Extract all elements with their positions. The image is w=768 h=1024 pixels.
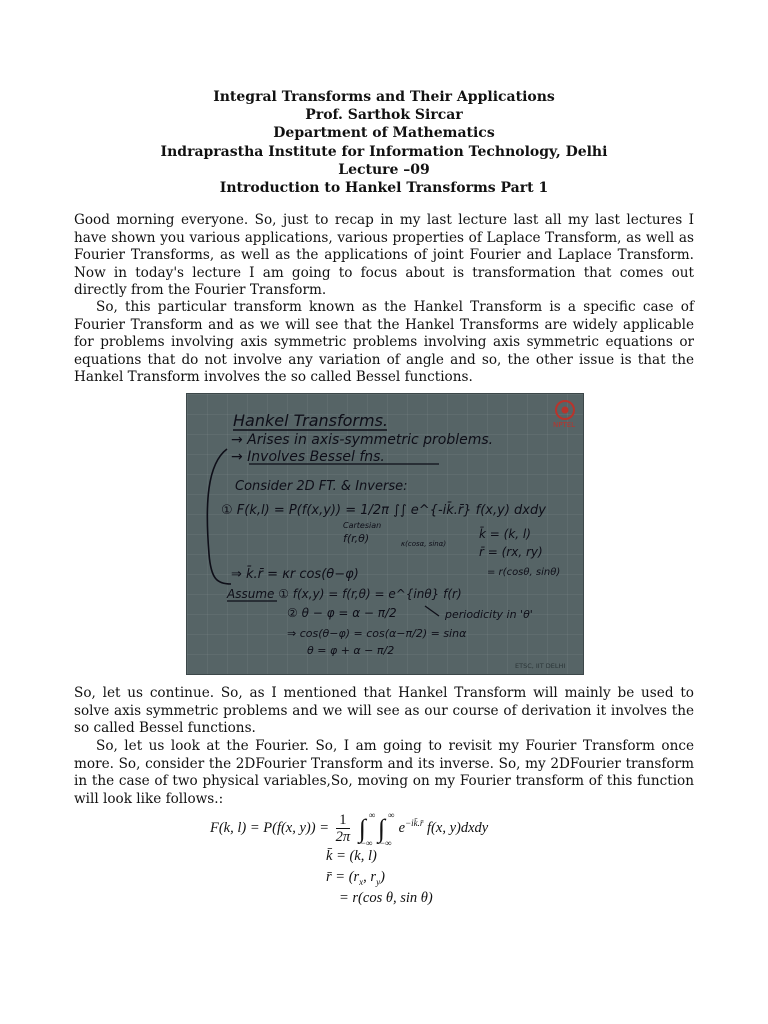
document-header xyxy=(0,88,768,197)
board-line-axis-symmetric: → Arises in axis-symmetric problems. xyxy=(231,432,494,448)
paragraph-intro: Good morning everyone. So, just to recap in my last lecture last all my last lectures I have shown you various applications, various properties of Laplace Transform, as well as Fourier Transforms, as well as the applications of joint Fourier and Laplace Transform. Now in today's lecture I am going to focus about is transformation that comes out directly from the Fourier Transform. xyxy=(74,212,694,299)
equation-lhs: F(k, l) = P(f(x, y)) = xyxy=(210,819,329,836)
board-cos-relation: ⇒ cos(θ−φ) = cos(α−π/2) = sinα xyxy=(287,627,467,640)
fourier-transform-equation xyxy=(210,809,489,848)
board-assume-1: Assume ① f(x,y) = f(r,θ) = e^{inθ} f(r) xyxy=(227,587,462,601)
paragraph-hankel: So, this particular transform known as the Hankel Transform is a specific case of Fourier Transform and as we will see that the Hankel Transforms are widely applicable for problems involving axis symmetric problems involving axis symmetric equations or equations that do not involve any variation of angle and so, the other issue is that the Hankel Transform involves the so called Bessel functions. xyxy=(74,299,694,386)
professor-name: Prof. Sarthok Sircar xyxy=(305,107,463,124)
paragraph-continue: So, let us continue. So, as I mentioned that Hankel Transform will mainly be used to solve axis symmetric problems and we will see as our course of derivation it involves the so called Bessel functions. xyxy=(74,685,694,737)
lecture-topic: Introduction to Hankel Transforms Part 1 xyxy=(219,180,549,197)
board-consider: Consider 2D FT. & Inverse: xyxy=(235,479,408,494)
board-assume-2: ② θ − φ = α − π/2 xyxy=(287,606,397,620)
equation-rest: f(x, y)dxdy xyxy=(427,819,489,836)
paragraph-fourier: So, let us look at the Fourier. So, I am going to revisit my Fourier Transform once more. So, consider the 2DFourier Transform and its inverse. So, my 2DFourier transform in the case of two physical variables,So, moving on my Fourier transform of this function will look like follows.: xyxy=(74,738,694,807)
lecture-number: Lecture –09 xyxy=(338,161,430,178)
integral-sign-1: ∫ ∞ −∞ xyxy=(358,809,376,848)
equation-fraction xyxy=(336,812,351,845)
fraction-numerator: 1 xyxy=(336,812,351,829)
board-kappa-form: κ(cosα, sinα) xyxy=(401,540,447,548)
fraction-denominator: 2π xyxy=(335,829,351,845)
nptel-logo xyxy=(553,401,575,429)
board-periodicity: periodicity in 'θ' xyxy=(445,608,533,621)
board-r-vector: r̄ = (rx, ry) xyxy=(479,545,543,559)
institute-name: Indraprastha Institute for Information Technology, Delhi xyxy=(160,143,608,160)
handwritten-notes xyxy=(187,394,583,674)
nptel-logo-text: NPTEL xyxy=(553,421,576,429)
board-title: Hankel Transforms. xyxy=(233,411,389,430)
integral-sign-2: ∫ ∞ −∞ xyxy=(377,809,395,848)
department-name: Department of Mathematics xyxy=(273,125,495,142)
course-title: Integral Transforms and Their Applications xyxy=(213,89,555,105)
board-watermark: ETSC, IIT DELHI xyxy=(515,662,566,670)
k-vector-definition: k̄ = (k, l) xyxy=(326,848,377,864)
board-theta-relation: θ = φ + α − π/2 xyxy=(307,644,395,657)
board-polar-form: f(r,θ) xyxy=(343,532,370,545)
board-r-polar: = r(cosθ, sinθ) xyxy=(487,567,561,578)
r-polar-definition: = r(cos θ, sin θ) xyxy=(339,890,433,906)
board-cartesian-label: Cartesian xyxy=(343,521,382,530)
board-dot-product: ⇒ k̄.r̄ = κr cos(θ−φ) xyxy=(231,567,359,582)
board-k-vector: k̄ = (k, l) xyxy=(479,527,531,541)
board-equation-1: ① F(k,l) = P(f(x,y)) = 1/2π ∫∫ e^{-ik̄.r̄} f(x,y) dxdy xyxy=(221,503,546,518)
lecture-slide-image xyxy=(186,393,584,675)
r-vector-definition: r̄ = ($r_x$, $r_y$) xyxy=(326,869,385,887)
exponential-power: −ik̄.r̄ xyxy=(405,818,424,828)
board-line-bessel: → Involves Bessel fns. xyxy=(231,449,385,465)
exponential-base: e xyxy=(398,819,406,836)
